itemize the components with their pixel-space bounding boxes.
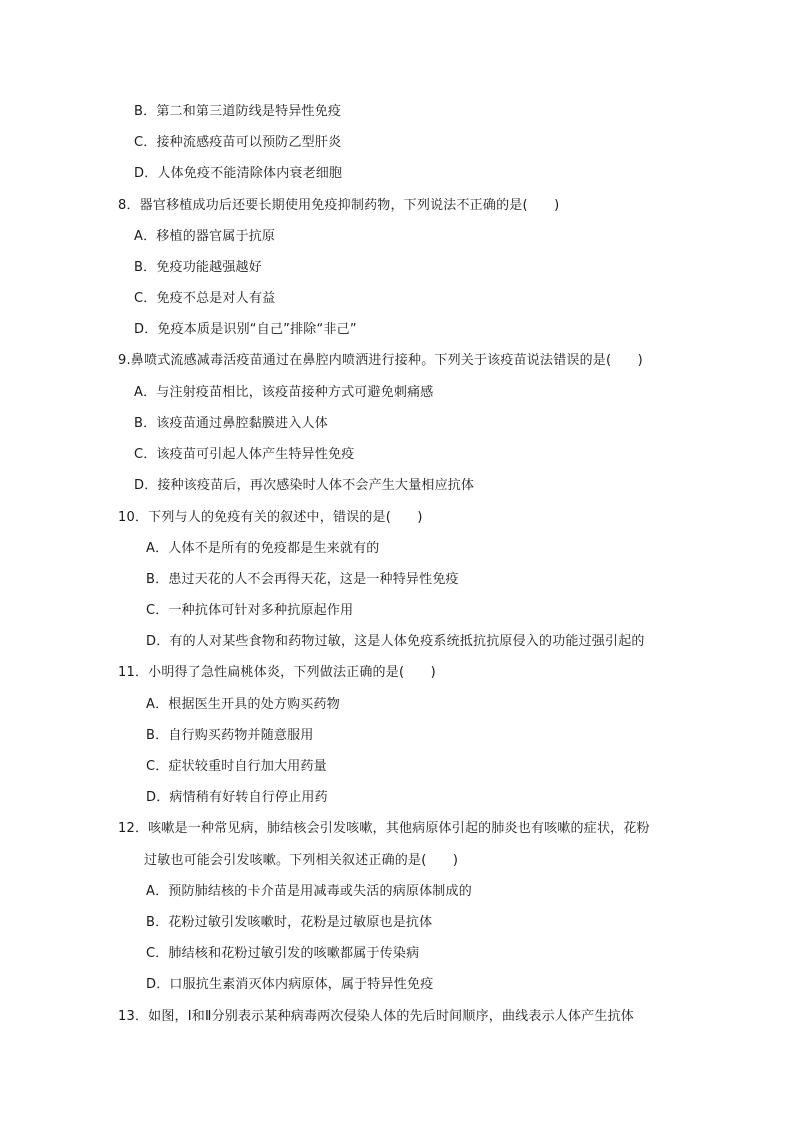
option-11a: A．根据医生开具的处方购买药物 [146, 697, 340, 712]
option-10b: B．患过天花的人不会再得天花，这是一种特异性免疫 [146, 572, 459, 587]
option-8b: B．免疫功能越强越好 [134, 260, 262, 275]
option-9c: C．该疫苗可引起人体产生特异性免疫 [134, 447, 355, 462]
option-11c: C．症状较重时自行加大用药量 [146, 759, 327, 774]
option-7c: C．接种流感疫苗可以预防乙型肝炎 [134, 135, 342, 150]
option-8a: A．移植的器官属于抗原 [134, 229, 276, 244]
question-11-stem: 11．小明得了急性扁桃体炎，下列做法正确的是( ) [118, 665, 436, 680]
option-11d: D．病情稍有好转自行停止用药 [146, 790, 328, 805]
question-13-stem: 13．如图，Ⅰ和Ⅱ分别表示某种病毒两次侵染人体的先后时间顺序，曲线表示人体产生抗体 [118, 1009, 634, 1024]
option-10a: A．人体不是所有的免疫都是生来就有的 [146, 541, 380, 556]
question-12-stem-line1: 12．咳嗽是一种常见病，肺结核会引发咳嗽，其他病原体引起的肺炎也有咳嗽的症状，花粉 [118, 821, 650, 836]
option-9a: A．与注射疫苗相比，该疫苗接种方式可避免刺痛感 [134, 385, 434, 400]
option-9d: D．接种该疫苗后，再次感染时人体不会产生大量相应抗体 [134, 478, 475, 493]
option-7b: B．第二和第三道防线是特异性免疫 [134, 104, 342, 119]
question-8-stem: 8．器官移植成功后还要长期使用免疫抑制药物，下列说法不正确的是( ) [118, 198, 560, 213]
option-12a: A．预防肺结核的卡介苗是用减毒或失活的病原体制成的 [146, 884, 472, 899]
option-8c: C．免疫不总是对人有益 [134, 291, 276, 306]
option-12d: D．口服抗生素消灭体内病原体，属于特异性免疫 [146, 977, 434, 992]
option-10c: C．一种抗体可针对多种抗原起作用 [146, 603, 354, 618]
option-12b: B．花粉过敏引发咳嗽时，花粉是过敏原也是抗体 [146, 915, 433, 930]
option-9b: B．该疫苗通过鼻腔黏膜进入人体 [134, 416, 328, 431]
option-8d: D．免疫本质是识别“自己”排除“非己” [134, 322, 357, 337]
question-10-stem: 10．下列与人的免疫有关的叙述中，错误的是( ) [118, 510, 423, 525]
question-9-stem: 9.鼻喷式流感减毒活疫苗通过在鼻腔内喷洒进行接种。下列关于该疫苗说法错误的是( ) [118, 353, 643, 368]
option-11b: B．自行购买药物并随意服用 [146, 728, 314, 743]
option-10d: D．有的人对某些食物和药物过敏，这是人体免疫系统抵抗抗原侵入的功能过强引起的 [146, 634, 645, 649]
question-12-stem-line2: 过敏也可能会引发咳嗽。下列相关叙述正确的是( ) [144, 853, 459, 868]
option-7d: D．人体免疫不能清除体内衰老细胞 [134, 166, 343, 181]
option-12c: C．肺结核和花粉过敏引发的咳嗽都属于传染病 [146, 946, 420, 961]
